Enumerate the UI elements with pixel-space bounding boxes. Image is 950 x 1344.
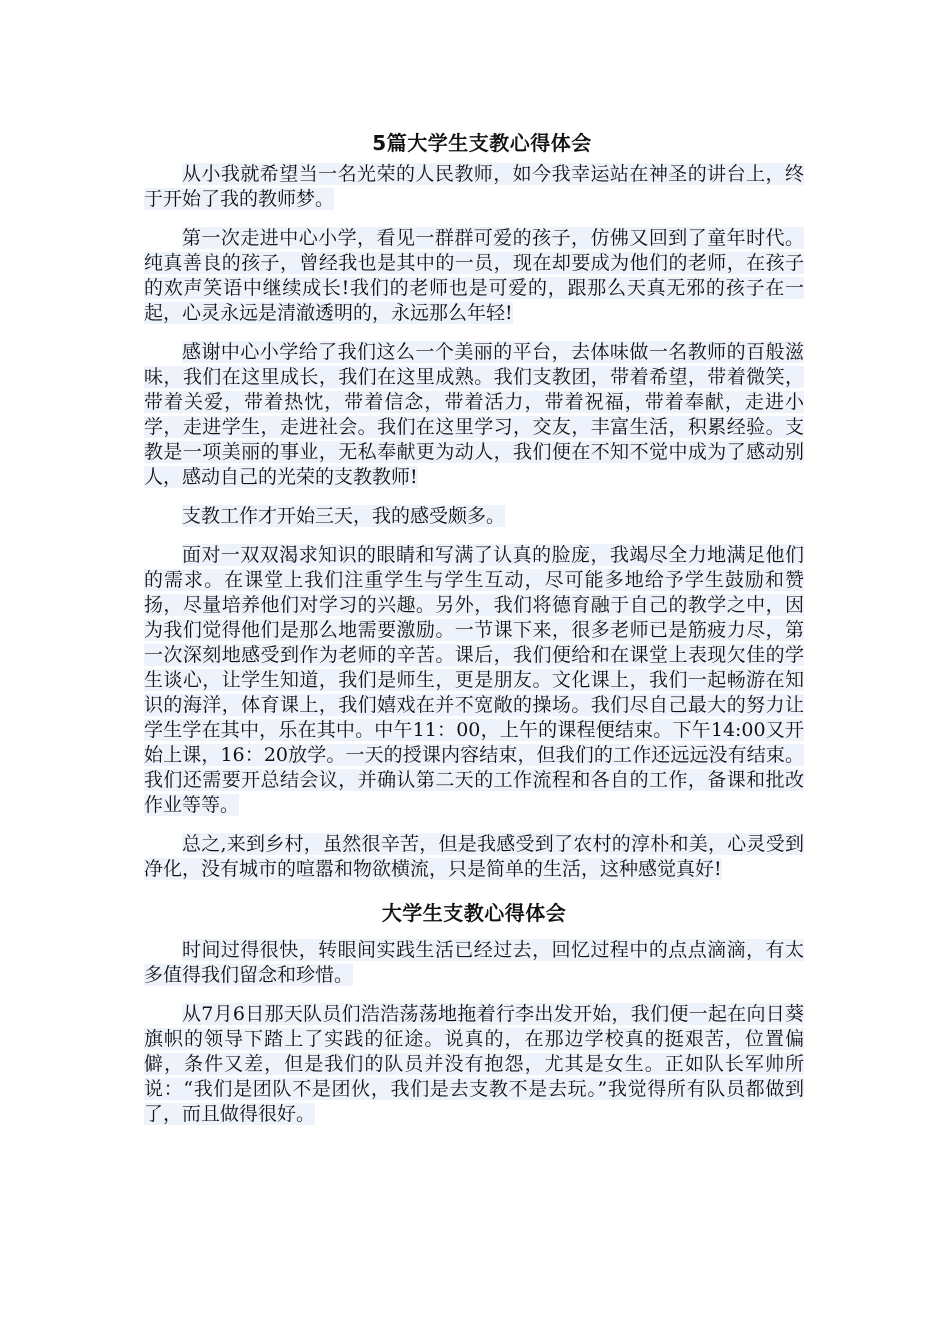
paragraph — [144, 543, 804, 818]
paragraph-text: 面对一双双渴求知识的眼睛和写满了认真的脸庞，我竭尽全力地满足他们的需求。在课堂上我们注重学生与学生互动，尽可能多地给予学生鼓励和赞扬，尽量培养他们对学习的兴趣。另外，我们将德育融于自己的教学之中，因为我们觉得他们是那么地需要激励。一节课下来，很多老师已是筋疲力尽，第一次深刻地感受到作为老师的辛苦。课后，我们便给和在课堂上表现欠佳的学生谈心，让学生知道，我们是师生，更是朋友。文化课上，我们一起畅游在知识的海洋，体育课上，我们嬉戏在并不宽敞的操场。我们尽自己最大的努力让学生学在其中，乐在其中。中午11：00，上午的课程便结束。下午14:00又开始上课，16：20放学。一天的授课内容结束，但我们的工作还远远没有结束。我们还需要开总结会议，并确认第二天的工作流程和各自的工作，备课和批改作业等等。 — [144, 544, 804, 816]
paragraph — [144, 162, 804, 212]
section-title: 大学生支教心得体会 — [381, 901, 567, 925]
paragraph — [144, 226, 804, 326]
paragraph — [144, 832, 804, 882]
paragraph-text: 时间过得很快，转眼间实践生活已经过去，回忆过程中的点点滴滴，有太多值得我们留念和珍惜。 — [144, 939, 804, 986]
paragraph — [144, 1002, 804, 1127]
document-body — [144, 126, 804, 1141]
paragraph-text: 从7月6日那天队员们浩浩荡荡地拖着行李出发开始，我们便一起在向日葵旗帜的领导下踏上了实践的征途。说真的，在那边学校真的挺艰苦，位置偏僻，条件又差，但是我们的队员并没有抱怨，尤其是女生。正如队长军帅所说：“我们是团队不是团伙，我们是去支教不是去玩。”我觉得所有队员都做到了，而且做得很好。 — [144, 1003, 804, 1125]
paragraph-text: 第一次走进中心小学，看见一群群可爱的孩子，仿佛又回到了童年时代。纯真善良的孩子，曾经我也是其中的一员，现在却要成为他们的老师，在孩子的欢声笑语中继续成长!我们的老师也是可爱的，跟那么天真无邪的孩子在一起，心灵永远是清澈透明的，永远那么年轻! — [144, 227, 804, 324]
paragraph-text: 支教工作才开始三天，我的感受颇多。 — [182, 505, 506, 527]
document-title: 5篇大学生支教心得体会 — [372, 131, 592, 155]
paragraph — [144, 340, 804, 490]
paragraph — [144, 504, 804, 529]
paragraph-text: 从小我就希望当一名光荣的人民教师，如今我幸运站在神圣的讲台上，终于开始了我的教师梦。 — [144, 163, 804, 210]
paragraph-text: 感谢中心小学给了我们这么一个美丽的平台，去体味做一名教师的百般滋味，我们在这里成长，我们在这里成熟。我们支教团，带着希望，带着微笑，带着关爱，带着热忱，带着信念，带着活力，带着祝福，带着奉献，走进小学，走进学生，走进社会。我们在这里学习，交友，丰富生活，积累经验。支教是一项美丽的事业，无私奉献更为动人，我们便在不知不觉中成为了感动别人，感动自己的光荣的支教教师! — [144, 341, 804, 488]
paragraph-text: 总之,来到乡村，虽然很辛苦，但是我感受到了农村的淳朴和美，心灵受到净化，没有城市的喧嚣和物欲横流，只是简单的生活，这种感觉真好! — [144, 833, 804, 880]
paragraph — [144, 938, 804, 988]
